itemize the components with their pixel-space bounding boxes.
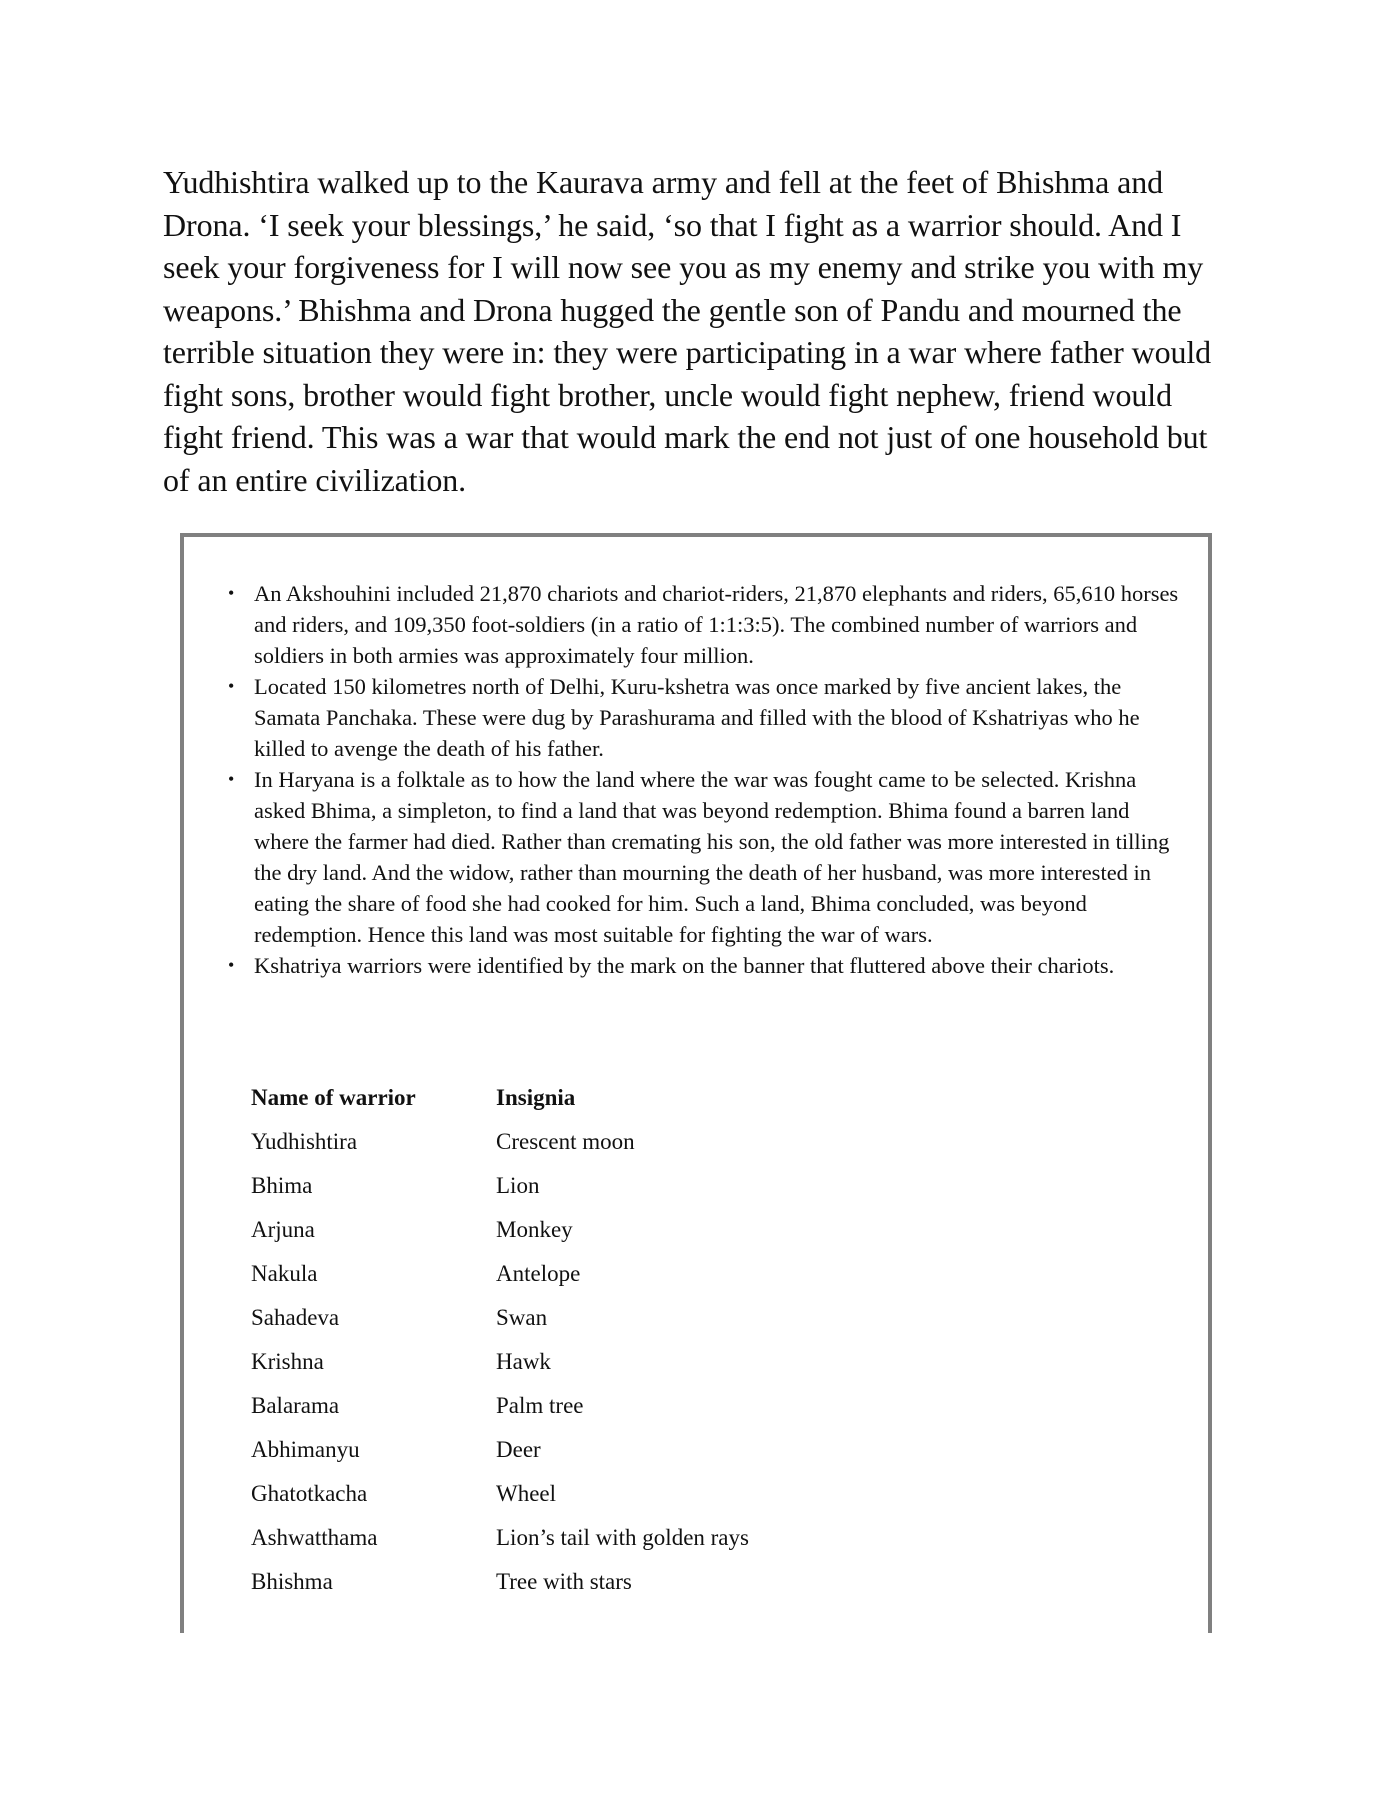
- table-row: [251, 1208, 749, 1252]
- note-text: An Akshouhini included 21,870 chariots and chariot-riders, 21,870 elephants and riders, 65,610 horses and riders, and 109,350 foot-soldiers (in a ratio of 1:1:3:5). The combined number of warriors and soldiers in both armies was approximately four million.: [254, 581, 1179, 668]
- warrior-insignia: Lion’s tail with golden rays: [496, 1525, 749, 1550]
- warrior-name: Arjuna: [251, 1217, 315, 1242]
- warrior-insignia: Hawk: [496, 1349, 551, 1374]
- table-row: [251, 1560, 749, 1604]
- warrior-name: Abhimanyu: [251, 1437, 360, 1462]
- header-name: Name of warrior: [251, 1085, 416, 1110]
- warrior-name: Nakula: [251, 1261, 318, 1286]
- table-row: [251, 1120, 749, 1164]
- note-text: In Haryana is a folktale as to how the land where the war was fought came to be selected. Krishna asked Bhima, a simpleton, to find a land that was beyond redemption. Bhima found a barren land where the farmer had died. Rather than cremating his son, the old father was more interested in tilling the dry land. And the widow, rather than mourning the death of her husband, was more interested in eating the share of food she had cooked for him. Such a land, Bhima concluded, was beyond redemption. Hence this land was most suitable for fighting the war of wars.: [254, 767, 1170, 947]
- table-row: [251, 1472, 749, 1516]
- warrior-insignia: Palm tree: [496, 1393, 584, 1418]
- note-text: Located 150 kilometres north of Delhi, Kuru-kshetra was once marked by five ancient lakes, the Samata Panchaka. These were dug by Parashurama and filled with the blood of Kshatriyas who he killed to avenge the death of his father.: [254, 674, 1140, 761]
- warrior-name: Bhima: [251, 1173, 313, 1198]
- note-item: [228, 950, 1184, 981]
- warrior-insignia: Tree with stars: [496, 1569, 632, 1594]
- info-box: [180, 533, 1212, 1633]
- bullet-icon: •: [228, 583, 235, 603]
- bullet-icon: •: [228, 955, 235, 975]
- warrior-name: Krishna: [251, 1349, 324, 1374]
- table-row: [251, 1428, 749, 1472]
- warrior-insignia: Swan: [496, 1305, 548, 1330]
- header-insignia: Insignia: [496, 1085, 576, 1110]
- warrior-insignia: Crescent moon: [496, 1129, 635, 1154]
- bullet-icon: •: [228, 769, 235, 789]
- insignia-table: [251, 1076, 749, 1604]
- note-item: [228, 671, 1184, 764]
- warrior-name: Bhishma: [251, 1569, 333, 1594]
- table-row: [251, 1252, 749, 1296]
- warrior-insignia: Lion: [496, 1173, 540, 1198]
- warrior-insignia: Antelope: [496, 1261, 581, 1286]
- note-item: [228, 764, 1184, 950]
- warrior-name: Yudhishtira: [251, 1129, 358, 1154]
- warrior-name: Balarama: [251, 1393, 340, 1418]
- table-row: [251, 1516, 749, 1560]
- warrior-name: Ghatotkacha: [251, 1481, 368, 1506]
- table-header-row: [251, 1076, 749, 1120]
- table-row: [251, 1296, 749, 1340]
- note-text: Kshatriya warriors were identified by the mark on the banner that fluttered above their chariots.: [254, 953, 1115, 978]
- notes-list: [228, 578, 1184, 981]
- table-row: [251, 1384, 749, 1428]
- warrior-insignia: Wheel: [496, 1481, 557, 1506]
- warrior-name: Ashwatthama: [251, 1525, 378, 1550]
- warrior-name: Sahadeva: [251, 1305, 340, 1330]
- table-row: [251, 1164, 749, 1208]
- table-row: [251, 1340, 749, 1384]
- warrior-insignia: Deer: [496, 1437, 541, 1462]
- note-item: [228, 578, 1184, 671]
- warrior-insignia: Monkey: [496, 1217, 573, 1242]
- main-paragraph: Yudhishtira walked up to the Kaurava army and fell at the feet of Bhishma and Drona. ‘I seek your blessings,’ he said, ‘so that I fight as a warrior should. And I seek your forgiveness for I will now see you as my enemy and strike you with my weapons.’ Bhishma and Drona hugged the gentle son of Pandu and mourned the terrible situation they were in: they were participating in a war where father would fight sons, brother would fight brother, uncle would fight nephew, friend would fight friend. This was a war that would mark the end not just of one household but of an entire civilization.: [163, 164, 1212, 498]
- bullet-icon: •: [228, 676, 235, 696]
